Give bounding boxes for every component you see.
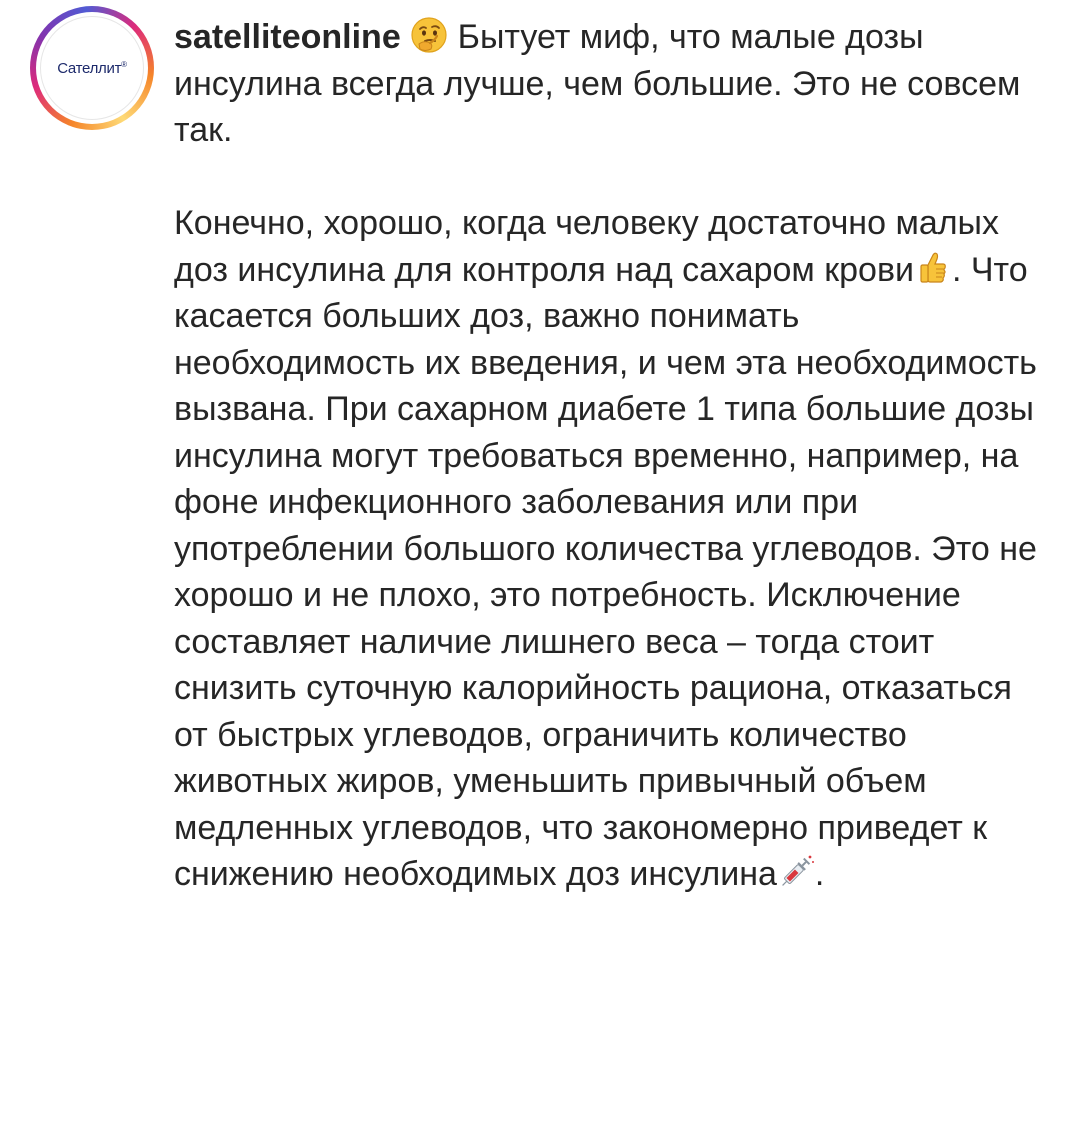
caption-text: satelliteonline Бытует миф, что малые дозы инсулина всегда лучше, чем большие. Это не совсем так. Конечно, хорошо, когда человеку достаточно малых доз инсулина для контроля над сахаром крови . Что касается больших доз, важно понимать необходимость их введения, и чем эта необходимость вызвана. При сахарном диабете 1 типа большие дозы инсулина могут требоваться временно, например, на фоне инфекционного заболевания или при употреблении большого количества углеводов. Это не хорошо и не плохо, это потребность. Исключение составляет наличие лишнего веса – тогда стоит снизить суточную калорийность рациона, отказаться от быстрых углеводов, ограничить количество животных жиров, уменьшить привычный объем медленных углеводов, что закономерно приведет к снижению необходимых доз инсулина . [174,18,1037,893]
username-link[interactable]: satelliteonline [174,18,401,56]
avatar[interactable] [40,16,144,120]
avatar-ring-gap [36,12,148,124]
thumbs-up-icon [914,249,952,287]
syringe-icon [777,853,815,891]
thinking-face-icon [410,16,448,54]
avatar-logo: Сателлит® [57,59,127,77]
avatar-story-ring[interactable] [30,6,154,130]
